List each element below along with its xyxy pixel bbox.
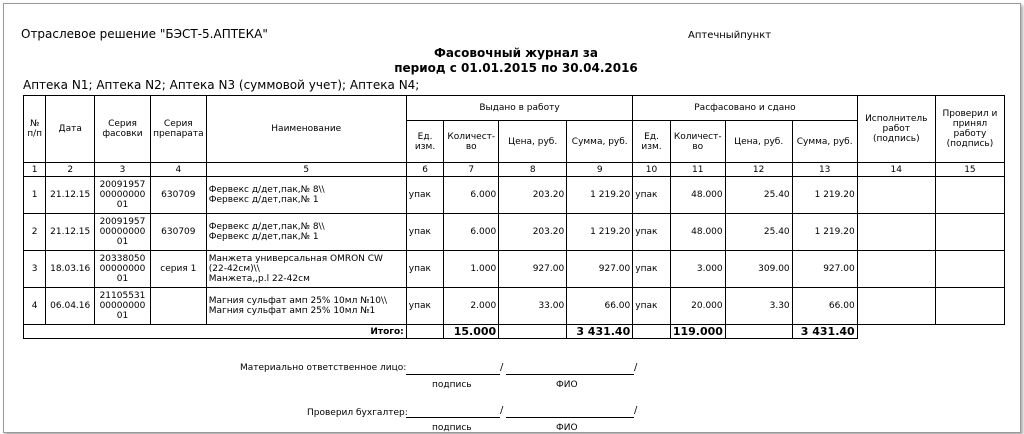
row-price-1: 927.00 — [499, 251, 567, 288]
sign-caption: подпись — [432, 423, 472, 433]
row-sum-2: 1 219.20 — [792, 177, 857, 214]
total-unit-2 — [633, 325, 671, 339]
row-checked — [935, 214, 1004, 251]
row-unit-2: упак — [633, 214, 671, 251]
row-qty-1: 1.000 — [444, 251, 499, 288]
h-checked: Проверил и принял работу (подпись) — [935, 96, 1004, 163]
row-date: 21.12.15 — [46, 214, 95, 251]
row-unit-2: упак — [633, 251, 671, 288]
row-unit-1: упак — [406, 177, 444, 214]
branch-title: Отраслевое решение "БЭСТ-5.АПТЕКА" — [21, 27, 268, 41]
row-qty-2: 20.000 — [670, 288, 725, 325]
row-name: Магния сульфат амп 25% 10мл №10\\ Магния сульфат амп 25% 10мл №1 — [206, 288, 406, 325]
row-executor — [857, 288, 935, 325]
row-drug-series: 630709 — [150, 214, 206, 251]
row-qty-2: 48.000 — [670, 214, 725, 251]
h-sum-1: Сумма, руб. — [567, 121, 633, 163]
row-drug-series — [150, 288, 206, 325]
row-num: 3 — [24, 251, 46, 288]
col-number: 10 — [633, 163, 671, 177]
total-sum-2: 3 431.40 — [792, 325, 857, 339]
total-price-1 — [499, 325, 567, 339]
total-qty-1: 15.000 — [444, 325, 499, 339]
row-unit-2: упак — [633, 177, 671, 214]
row-name: Фервекс д/дет,пак,№ 8\\ Фервекс д/дет,пак,№ 1 — [206, 177, 406, 214]
h-date: Дата — [46, 96, 95, 163]
total-empty — [935, 325, 1004, 339]
h-unit-2: Ед. изм. — [633, 121, 671, 163]
row-price-2: 309.00 — [725, 251, 792, 288]
h-executor: Исполнитель работ (подпись) — [857, 96, 935, 163]
responsible-label: Материально ответственное лицо: — [240, 363, 407, 373]
row-sum-1: 1 219.20 — [567, 177, 633, 214]
total-price-2 — [725, 325, 792, 339]
row-price-1: 203.20 — [499, 177, 567, 214]
row-sum-1: 927.00 — [567, 251, 633, 288]
col-number: 13 — [792, 163, 857, 177]
row-name: Манжета универсальная OMRON CW (22-42см)\\ Манжета,,р.l 22-42см — [206, 251, 406, 288]
row-qty-1: 2.000 — [444, 288, 499, 325]
pharmacy-point: Аптечныйпункт — [688, 30, 772, 41]
col-number: 8 — [499, 163, 567, 177]
accountant-fio-line — [506, 417, 634, 418]
total-label: Итого: — [24, 325, 407, 339]
col-number: 4 — [150, 163, 206, 177]
row-checked — [935, 177, 1004, 214]
row-date: 21.12.15 — [46, 177, 95, 214]
row-unit-1: упак — [406, 251, 444, 288]
row-qty-2: 48.000 — [670, 177, 725, 214]
col-number: 15 — [935, 163, 1004, 177]
row-date: 06.04.16 — [46, 288, 95, 325]
h-packed: Расфасовано и сдано — [633, 96, 857, 121]
row-pack-series: 21105531 00000000 01 — [95, 288, 151, 325]
row-executor — [857, 177, 935, 214]
total-qty-2: 119.000 — [670, 325, 725, 339]
h-issued: Выдано в работу — [406, 96, 632, 121]
h-name: Наименование — [206, 96, 406, 163]
h-qty-1: Количест- во — [444, 121, 499, 163]
fio-caption: ФИО — [556, 380, 578, 390]
h-sum-2: Сумма, руб. — [792, 121, 857, 163]
row-price-2: 25.40 — [725, 177, 792, 214]
col-number: 6 — [406, 163, 444, 177]
row-drug-series: 630709 — [150, 177, 206, 214]
col-number: 3 — [95, 163, 151, 177]
row-price-2: 25.40 — [725, 214, 792, 251]
column-number-row — [24, 163, 1005, 177]
row-unit-1: упак — [406, 288, 444, 325]
journal-period: период с 01.01.2015 по 30.04.2016 — [394, 61, 638, 75]
h-price-1: Цена, руб. — [499, 121, 567, 163]
row-date: 18.03.16 — [46, 251, 95, 288]
responsible-slash: / — [500, 362, 504, 373]
row-name: Фервекс д/дет,пак,№ 8\\ Фервекс д/дет,пак,№ 1 — [206, 214, 406, 251]
document-page — [3, 3, 1021, 433]
accountant-sign-line — [406, 417, 500, 418]
responsible-fio-line — [506, 374, 634, 375]
table-row — [24, 251, 1005, 288]
col-number: 12 — [725, 163, 792, 177]
col-number: 5 — [206, 163, 406, 177]
row-num: 2 — [24, 214, 46, 251]
row-unit-2: упак — [633, 288, 671, 325]
row-sum-2: 927.00 — [792, 251, 857, 288]
sign-caption: подпись — [432, 380, 472, 390]
row-sum-1: 66.00 — [567, 288, 633, 325]
row-sum-1: 1 219.20 — [567, 214, 633, 251]
col-number: 1 — [24, 163, 46, 177]
h-price-2: Цена, руб. — [725, 121, 792, 163]
row-checked — [935, 251, 1004, 288]
row-qty-1: 6.000 — [444, 177, 499, 214]
table-row — [24, 288, 1005, 325]
h-num: № п/п — [24, 96, 46, 163]
col-number: 9 — [567, 163, 633, 177]
h-pack-series: Серия фасовки — [95, 96, 151, 163]
row-checked — [935, 288, 1004, 325]
total-row — [24, 325, 1005, 339]
col-number: 2 — [46, 163, 95, 177]
row-qty-2: 3.000 — [670, 251, 725, 288]
table-row — [24, 214, 1005, 251]
col-number: 7 — [444, 163, 499, 177]
h-qty-2: Количест- во — [670, 121, 725, 163]
pharmacy-list: Аптека N1; Аптека N2; Аптека N3 (суммовой учет); Аптека N4; — [23, 78, 420, 92]
total-empty — [857, 325, 935, 339]
row-price-1: 33.00 — [499, 288, 567, 325]
h-unit-1: Ед. изм. — [406, 121, 444, 163]
packing-journal-table — [23, 95, 1005, 339]
col-number: 11 — [670, 163, 725, 177]
h-drug-series: Серия препарата — [150, 96, 206, 163]
col-number: 14 — [857, 163, 935, 177]
row-executor — [857, 251, 935, 288]
row-num: 4 — [24, 288, 46, 325]
header-row-1 — [24, 96, 1005, 121]
responsible-sign-line — [406, 374, 500, 375]
accountant-label: Проверил бухгалтер: — [307, 408, 408, 418]
journal-title: Фасовочный журнал за — [434, 46, 598, 60]
fio-caption: ФИО — [556, 423, 578, 433]
row-price-1: 203.20 — [499, 214, 567, 251]
accountant-slash-end: / — [634, 405, 638, 416]
row-unit-1: упак — [406, 214, 444, 251]
accountant-slash: / — [500, 405, 504, 416]
row-sum-2: 66.00 — [792, 288, 857, 325]
row-num: 1 — [24, 177, 46, 214]
responsible-slash-end: / — [634, 362, 638, 373]
row-pack-series: 20091957 00000000 01 — [95, 214, 151, 251]
row-pack-series: 20091957 00000000 01 — [95, 177, 151, 214]
row-pack-series: 20338050 00000000 01 — [95, 251, 151, 288]
total-sum-1: 3 431.40 — [567, 325, 633, 339]
row-sum-2: 1 219.20 — [792, 214, 857, 251]
table-row — [24, 177, 1005, 214]
row-executor — [857, 214, 935, 251]
total-unit-1 — [406, 325, 444, 339]
row-qty-1: 6.000 — [444, 214, 499, 251]
row-price-2: 3.30 — [725, 288, 792, 325]
row-drug-series: серия 1 — [150, 251, 206, 288]
